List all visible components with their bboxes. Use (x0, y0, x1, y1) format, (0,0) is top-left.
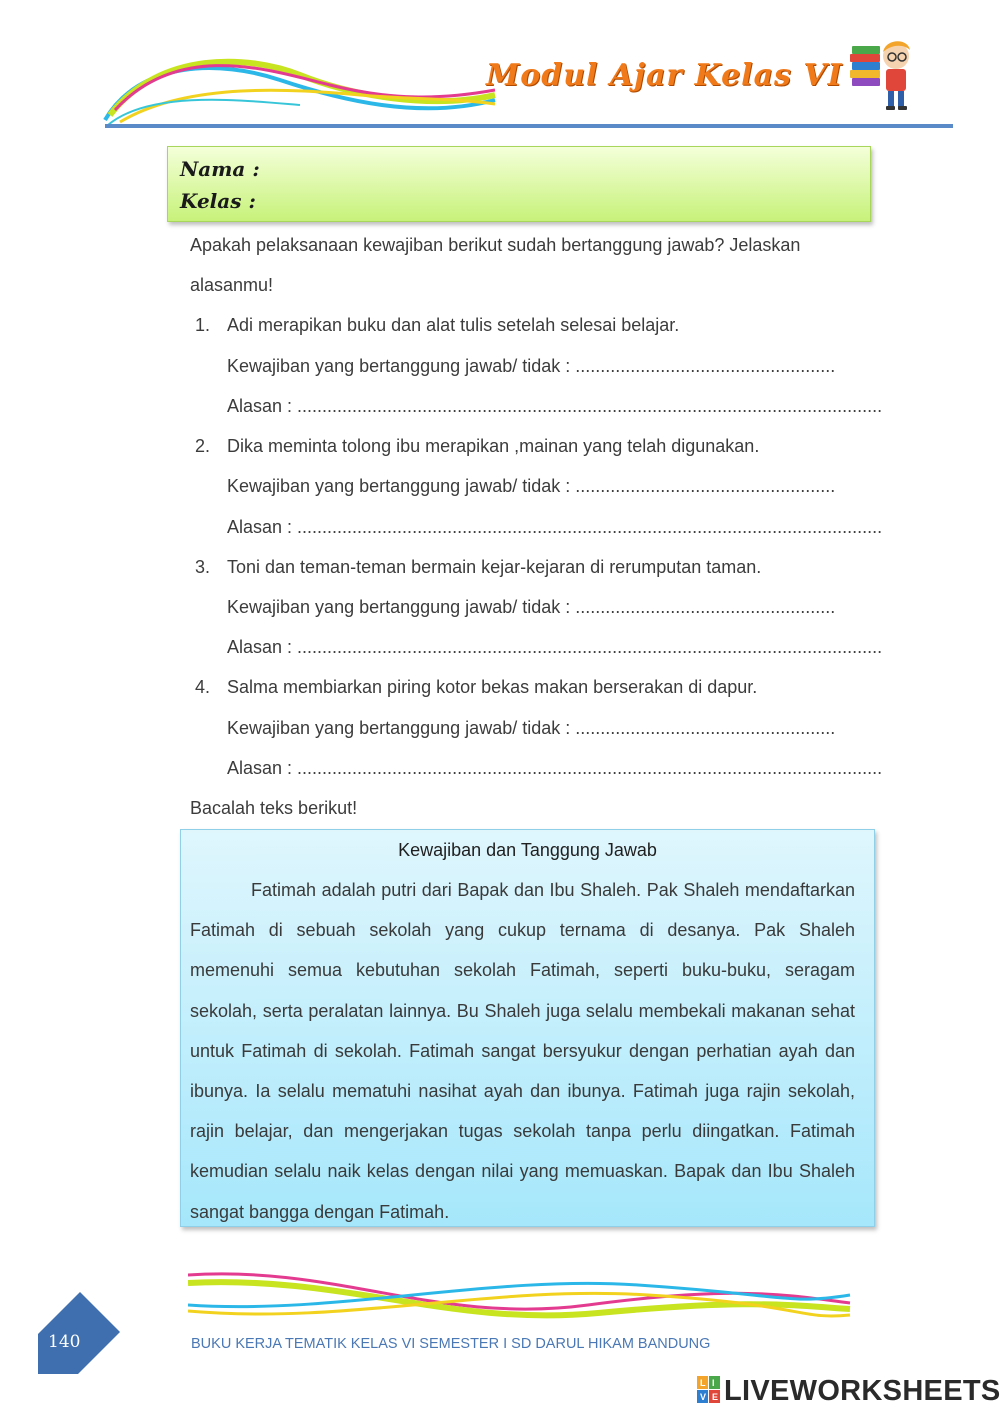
swirl-ribbon-decoration (100, 40, 500, 130)
duty-answer-line[interactable]: Kewajiban yang bertanggung jawab/ tidak : .................................................... (227, 718, 836, 738)
svg-text:L: L (700, 1378, 706, 1388)
svg-text:V: V (700, 1392, 707, 1402)
question-number: 3. (195, 557, 211, 577)
liveworksheets-watermark: LIVEWORKSHEETS (724, 1375, 1000, 1407)
reason-answer-line[interactable]: Alasan : ..................................................................................................................... (227, 758, 883, 778)
reason-answer-line[interactable]: Alasan : ..................................................................................................................... (227, 396, 883, 416)
reading-paragraph: Fatimah adalah putri dari Bapak dan Ibu Shaleh. Pak Shaleh mendaftarkan Fatimah di sebuah sekolah yang cukup ternama di desanya. Pak Shaleh memenuhi semua kebutuhan sekolah Fatimah, seperti buku-buku, seragam sekolah, serta peralatan lainnya. Bu Shaleh juga selalu membekali makanan sehat untuk Fatimah di sekolah. Fatimah sangat bersyukur dengan perhatian ayah dan ibunya. Ia selalu mematuhi nasihat ayah dan ibunya. Fatimah juga rajin sekolah, rajin belajar, dan mengerjakan tugas sekolah tanpa perlu diingatkan. Fatimah kemudian selalu naik kelas dengan nilai yang memuaskan. Bapak dan Ibu Shaleh sangat bangga dengan Fatimah. (190, 880, 855, 1222)
svg-text:I: I (712, 1378, 715, 1388)
duty-answer-line[interactable]: Kewajiban yang bertanggung jawab/ tidak : .................................................... (227, 476, 836, 496)
question-number: 4. (195, 677, 211, 697)
question-text: Salma membiarkan piring kotor bekas makan berserakan di dapur. (227, 677, 758, 697)
page-number: 140 (48, 1332, 81, 1352)
footer-text: BUKU KERJA TEMATIK KELAS VI SEMESTER I SD DARUL HIKAM BANDUNG (191, 1336, 711, 1352)
read-prompt: Bacalah teks berikut! (190, 798, 358, 818)
instruction-line-2: alasanmu! (190, 275, 274, 295)
duty-answer-line[interactable]: Kewajiban yang bertanggung jawab/ tidak : .................................................... (227, 597, 836, 617)
student-info-box (167, 146, 871, 222)
question-number: 2. (195, 436, 211, 456)
reading-title: Kewajiban dan Tanggung Jawab (398, 840, 657, 860)
question-text: Adi merapikan buku dan alat tulis setelah selesai belajar. (227, 315, 680, 335)
footer-ribbon-decoration (188, 1265, 853, 1335)
liveworksheets-logo-icon (697, 1376, 721, 1404)
question-number: 1. (195, 315, 211, 335)
name-label: Nama : (180, 157, 260, 181)
question-text: Dika meminta tolong ibu merapikan ,mainan yang telah digunakan. (227, 436, 760, 456)
class-label: Kelas : (180, 189, 256, 213)
reading-box (180, 829, 875, 1227)
boy-with-books-illustration (846, 36, 918, 112)
reason-answer-line[interactable]: Alasan : ..................................................................................................................... (227, 637, 883, 657)
svg-text:E: E (712, 1392, 719, 1402)
module-title: Modul Ajar Kelas VI (486, 58, 843, 93)
reason-answer-line[interactable]: Alasan : ..................................................................................................................... (227, 517, 883, 537)
header-divider (105, 124, 953, 128)
instruction-line-1: Apakah pelaksanaan kewajiban berikut sudah bertanggung jawab? Jelaskan (190, 235, 801, 255)
question-text: Toni dan teman-teman bermain kejar-kejaran di rerumputan taman. (227, 557, 762, 577)
duty-answer-line[interactable]: Kewajiban yang bertanggung jawab/ tidak : .................................................... (227, 356, 836, 376)
